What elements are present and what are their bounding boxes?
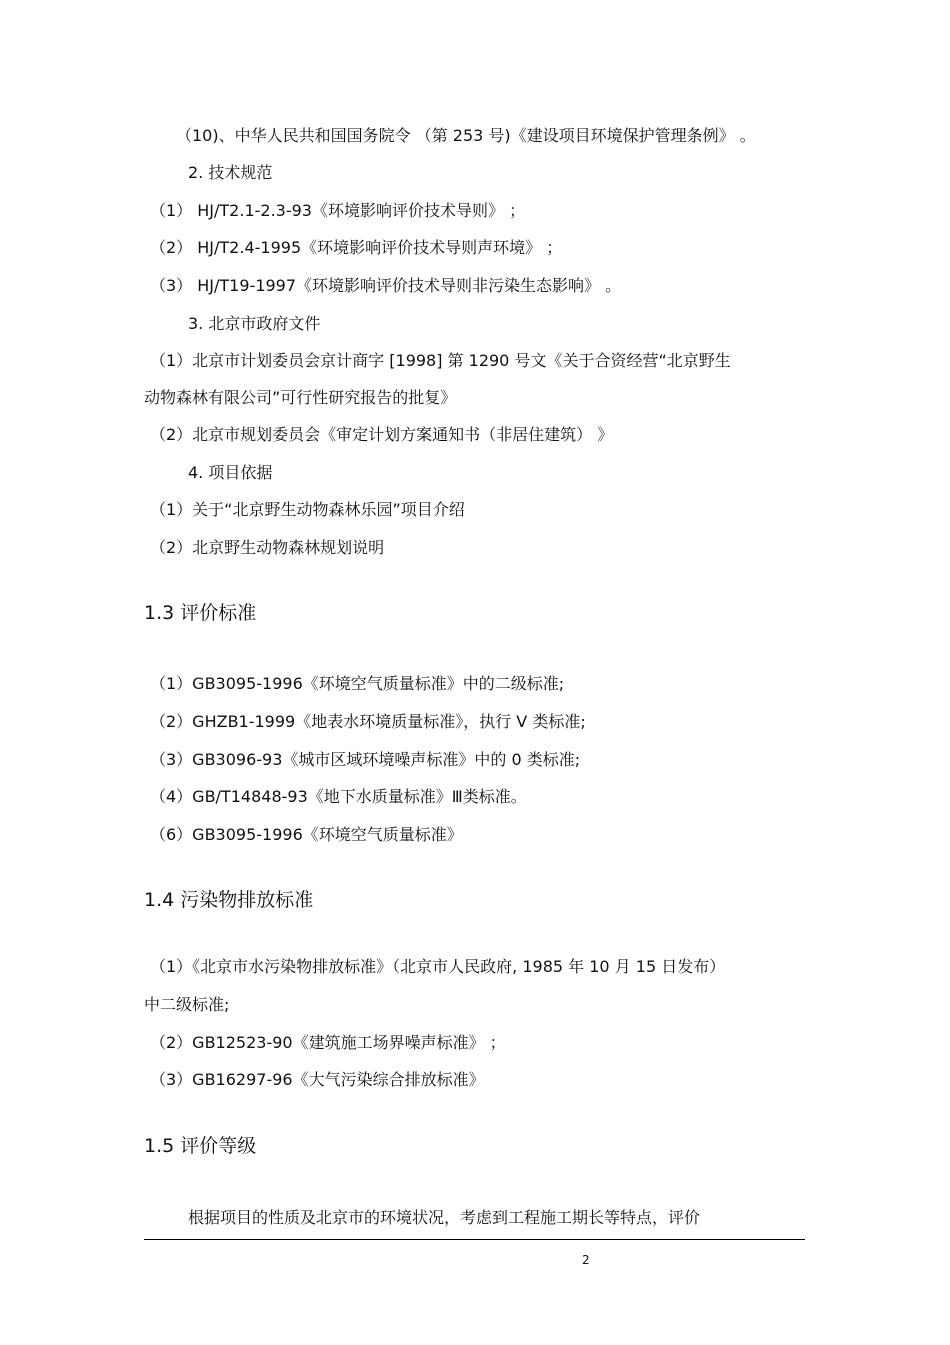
assessment-paragraph: 根据项目的性质及北京市的环境状况，考虑到工程施工期长等特点，评价 bbox=[188, 1208, 701, 1227]
heading-1-5: 1.5 评价等级 bbox=[144, 1135, 257, 1157]
footer-rule bbox=[144, 1239, 805, 1240]
standard-item-4: （4）GB/T14848-93《地下水质量标准》Ⅲ类标准。 bbox=[150, 787, 527, 806]
project-basis-item-2: （2）北京野生动物森林规划说明 bbox=[150, 538, 385, 557]
tech-spec-item-3: （3） HJ/T19-1997《环境影响评价技术导则非污染生态影响》 。 bbox=[150, 276, 622, 295]
law-item-10: （10)、中华人民共和国国务院令 （第 253 号)《建设项目环境保护管理条例》 。 bbox=[176, 126, 756, 145]
project-basis-item-1: （1）关于“北京野生动物森林乐园”项目介绍 bbox=[150, 500, 465, 519]
tech-spec-item-1: （1） HJ/T2.1-2.3-93《环境影响评价技术导则》 ； bbox=[150, 201, 526, 220]
heading-1-4: 1.4 污染物排放标准 bbox=[144, 889, 314, 911]
standard-item-6: （6）GB3095-1996《环境空气质量标准》 bbox=[150, 825, 463, 844]
section-beijing-docs: 3. 北京市政府文件 bbox=[188, 314, 321, 333]
tech-spec-item-2: （2） HJ/T2.4-1995《环境影响评价技术导则声环境》 ； bbox=[150, 238, 563, 257]
emission-item-1: （1）《北京市水污染物排放标准》（北京市人民政府, 1985 年 10 月 15 日发布） bbox=[150, 957, 726, 976]
emission-item-1-cont: 中二级标准; bbox=[144, 995, 230, 1014]
page-number: 2 bbox=[582, 1253, 590, 1267]
beijing-doc-item-1-cont: 动物森林有限公司”可行性研究报告的批复》 bbox=[144, 388, 457, 407]
beijing-doc-item-2: （2）北京市规划委员会《审定计划方案通知书（非居住建筑） 》 bbox=[150, 425, 614, 444]
section-project-basis: 4. 项目依据 bbox=[188, 463, 273, 482]
beijing-doc-item-1: （1）北京市计划委员会京计商字 [1998] 第 1290 号文《关于合资经营“北京野生 bbox=[150, 351, 731, 370]
section-tech-specs: 2. 技术规范 bbox=[188, 163, 273, 182]
emission-item-2: （2）GB12523-90《建筑施工场界噪声标准》 ； bbox=[150, 1033, 506, 1052]
heading-1-3: 1.3 评价标准 bbox=[144, 602, 257, 624]
standard-item-2: （2）GHZB1-1999《地表水环境质量标准》，执行 V 类标准; bbox=[150, 712, 586, 731]
standard-item-1: （1）GB3095-1996《环境空气质量标准》中的二级标准; bbox=[150, 674, 565, 693]
emission-item-3: （3）GB16297-96《大气污染综合排放标准》 bbox=[150, 1070, 485, 1089]
standard-item-3: （3）GB3096-93《城市区域环境噪声标准》中的 0 类标准; bbox=[150, 750, 581, 769]
